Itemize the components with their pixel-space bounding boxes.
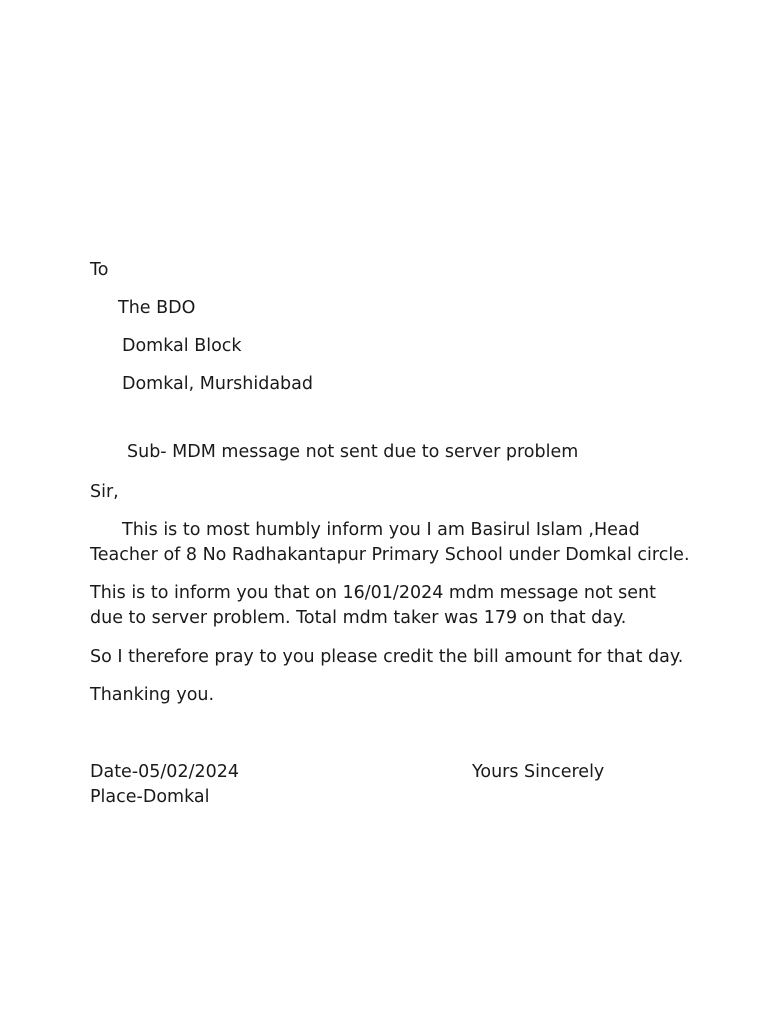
recipient-address: Domkal, Murshidabad [122, 374, 313, 394]
sign-off: Yours Sincerely [472, 762, 605, 782]
closing-thanks: Thanking you. [90, 685, 215, 705]
recipient-title: The BDO [118, 298, 196, 318]
salutation-to: To [90, 260, 109, 280]
greeting: Sir, [90, 482, 119, 502]
subject-line: Sub- MDM message not sent due to server problem [127, 442, 579, 462]
date-line: Date-05/02/2024 [90, 762, 240, 782]
recipient-office: Domkal Block [122, 336, 242, 356]
body-paragraph-2: This is to inform you that on 16/01/2024 mdm message not sent due to server problem. Total mdm taker was 179 on that day. [90, 583, 656, 628]
place-line: Place-Domkal [90, 787, 210, 807]
body-paragraph-3: So I therefore pray to you please credit the bill amount for that day. [90, 647, 684, 667]
body-paragraph-1-text: This is to most humbly inform you I am Basirul Islam ,Head Teacher of 8 No Radhakantapur Primary School under Domkal circle. [90, 520, 690, 565]
body-paragraph-1 [90, 518, 690, 568]
